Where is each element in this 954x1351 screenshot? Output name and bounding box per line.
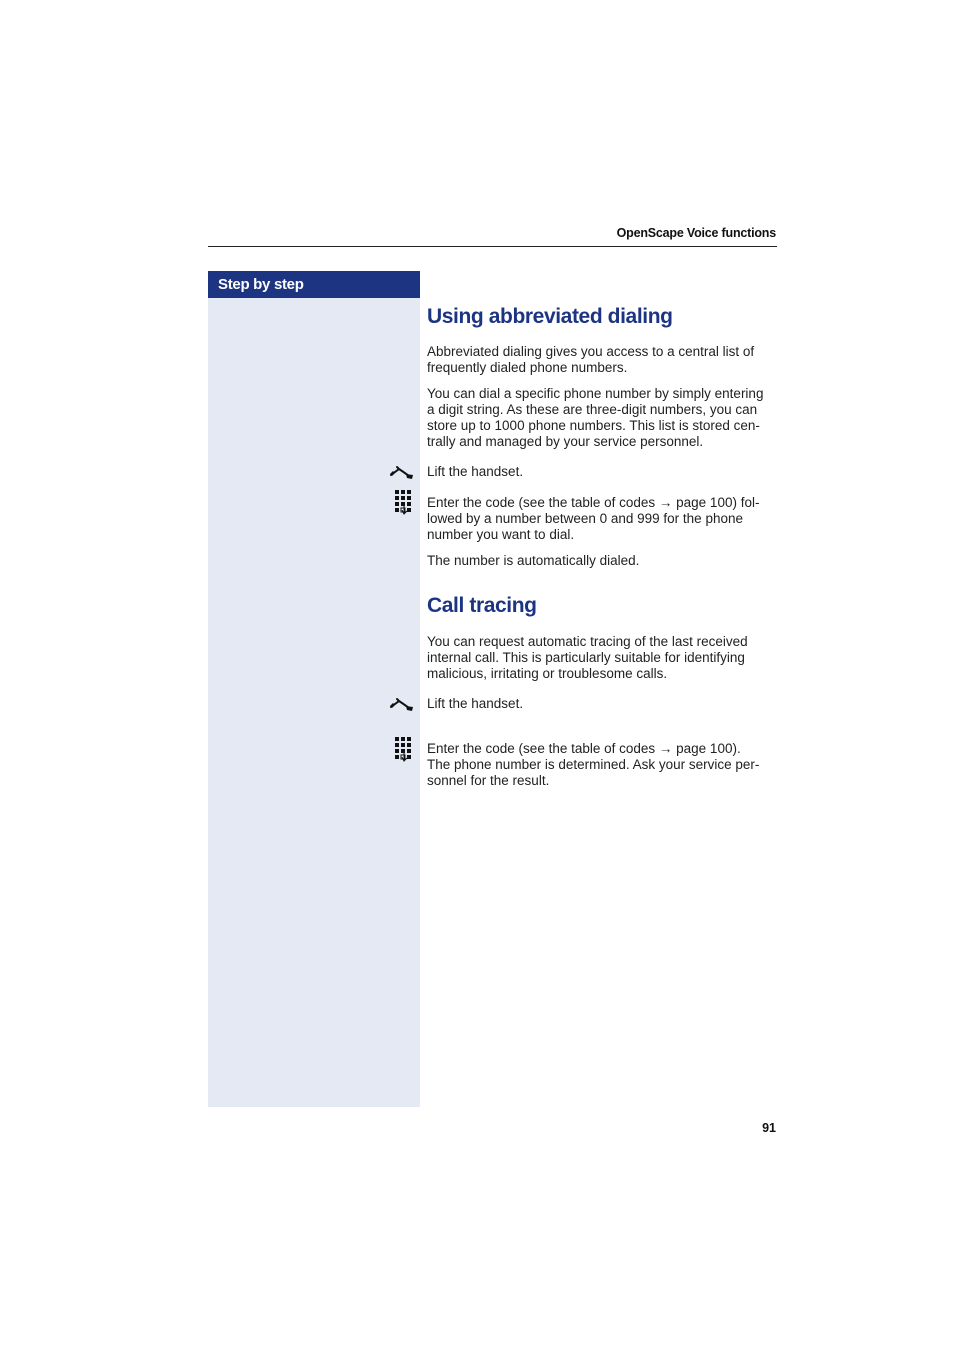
text-line: The phone number is determined. Ask your service per- [427,757,760,772]
text-line: lowed by a number between 0 and 999 for the phone [427,511,743,526]
sidebar-title: Step by step [208,271,420,298]
keypad-icon [395,737,413,763]
step-enter-code-2 [427,741,779,789]
text-line: frequently dialed phone numbers. [427,360,628,375]
section-heading-abbreviated-dialing: Using abbreviated dialing [427,305,673,328]
step-enter-code-1 [427,495,779,543]
text-line: internal call. This is particularly suitable for identifying [427,650,745,665]
step-lift-handset-1: Lift the handset. [427,464,524,479]
text-line: store up to 1000 phone numbers. This list is stored cen- [427,418,760,433]
abbreviated-intro [427,344,779,376]
text-line: Enter the code (see the table of codes → page 100) fol- [427,495,760,510]
running-header: OpenScape Voice functions [616,226,776,240]
abbreviated-detail [427,386,779,450]
text-line: trally and managed by your service personnel. [427,434,704,449]
text-line: Abbreviated dialing gives you access to a central list of [427,344,755,359]
sidebar-panel [208,271,420,1107]
text-line: a digit string. As these are three-digit numbers, you can [427,402,758,417]
header-divider [208,246,777,247]
text-line: Enter the code (see the table of codes → page 100). [427,741,741,756]
handset-lift-icon [389,463,415,483]
auto-dial-note: The number is automatically dialed. [427,553,640,568]
text-line: You can dial a specific phone number by simply entering [427,386,764,401]
section-heading-call-tracing: Call tracing [427,594,537,617]
keypad-icon [395,490,413,516]
text-line: malicious, irritating or troublesome calls. [427,666,668,681]
text-line: sonnel for the result. [427,773,550,788]
text-line: You can request automatic tracing of the last received [427,634,748,649]
text-line: number you want to dial. [427,527,575,542]
step-lift-handset-2: Lift the handset. [427,696,524,711]
handset-lift-icon [389,695,415,715]
page-number: 91 [762,1121,776,1135]
call-tracing-intro [427,634,779,682]
